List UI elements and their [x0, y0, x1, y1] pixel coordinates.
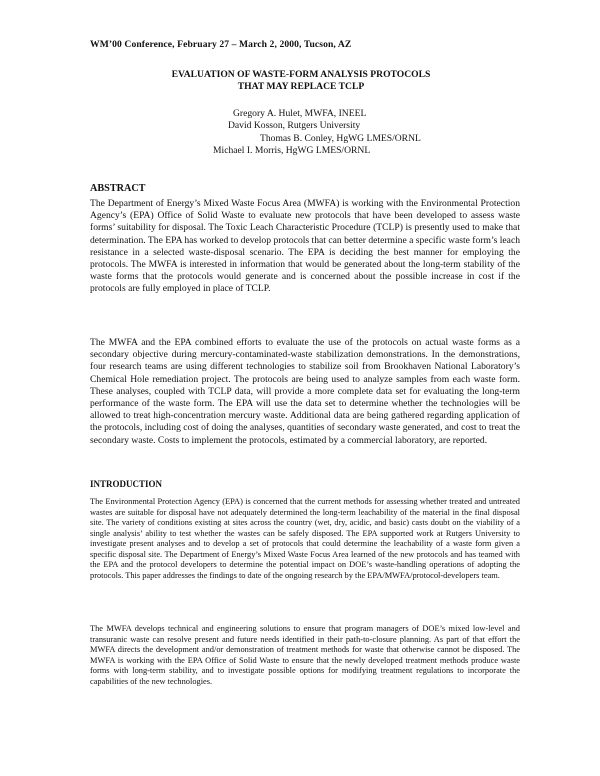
abstract-paragraph-1: The Department of Energy’s Mixed Waste Focus Area (MWFA) is working with the Environmental Protection Agency’s (EPA) Office of Solid Waste to evaluate new protocols that have been developed to assess waste forms’ suitability for disposal. The Toxic Leach Characteristic Procedure (TCLP) is presently used to make that determination. The EPA has worked to develop protocols that can better determine a specific waste form’s leach resistance in a selected waste-disposal scenario. The EPA is deciding the best manner for employing the protocols. The MWFA is interested in information that would be generated about the long-term stability of the waste forms that the protocols would generate and is concerned about the possible increase in cost if the protocols are fully employed in place of TCLP.	[90, 198, 520, 295]
title-line-1: EVALUATION OF WASTE-FORM ANALYSIS PROTOCOLS	[171, 69, 431, 80]
paper-title	[90, 69, 512, 93]
conference-header: WM’00 Conference, February 27 – March 2, 2000, Tucson, AZ	[90, 39, 352, 50]
introduction-paragraph-1: The Environmental Protection Agency (EPA) is concerned that the current methods for assessing whether treated and untreated wastes are suitable for disposal have not adequately determined the long-term leachability of the material in the final disposal site. The variety of conditions existing at sites across the country (wet, dry, acidic, and basic) casts doubt on the viability of a single analysis’ ability to test whether the wastes can be safely disposed. The EPA supported work at Rutgers University to investigate present analyses and to develop a set of protocols that could determine the leachability of a waste form given a specific disposal site. The Department of Energy’s Mixed Waste Focus Area learned of the new protocols and has teamed with the EPA and the protocol developers to determine the potential impact on DOE’s waste-handling operations of adopting the protocols. This paper addresses the findings to date of the ongoing research by the EPA/MWFA/protocol-developers team.	[90, 497, 520, 580]
author-3: Thomas B. Conley, HgWG LMES/ORNL	[260, 132, 421, 144]
author-2: David Kosson, Rutgers University	[228, 120, 361, 132]
author-4: Michael I. Morris, HgWG LMES/ORNL	[213, 145, 371, 157]
abstract-paragraph-2: The MWFA and the EPA combined efforts to evaluate the use of the protocols on actual waste forms as a secondary objective during mercury-contaminated-waste stabilization demonstrations. In the demonstrations, four research teams are using different technologies to stabilize soil from Brookhaven National Laboratory’s Chemical Hole remediation project. The protocols are being used to analyze samples from each waste form. These analyses, coupled with TCLP data, will provide a more complete data set for evaluating the long-term performance of the waste form. The EPA will use the data set to determine whether the technologies will be allowed to treat high-concentration mercury waste. Additional data are being gathered regarding application of the protocols, including cost of doing the analyses, quantities of secondary waste generated, and cost to treat the secondary waste. Costs to implement the protocols, estimated by a commercial laboratory, are reported.	[90, 337, 520, 446]
author-1: Gregory A. Hulet, MWFA, INEEL	[233, 108, 367, 119]
introduction-heading: INTRODUCTION	[90, 479, 163, 489]
title-line-2: THAT MAY REPLACE TCLP	[237, 81, 365, 92]
introduction-paragraph-2: The MWFA develops technical and engineering solutions to ensure that program managers of DOE’s mixed low-level and transuranic waste can resolve present and future needs identified in their path-to-closure planning. As part of that effort the MWFA directs the development and/or demonstration of treatment methods for waste that otherwise cannot be disposed. The MWFA is working with the EPA Office of Solid Waste to ensure that the newly developed treatment methods produce waste forms with long-term stability, and to investigate possible options for modifying treatment regulations to incorporate the capabilities of the new technologies.	[90, 624, 520, 686]
abstract-heading: ABSTRACT	[90, 183, 146, 194]
